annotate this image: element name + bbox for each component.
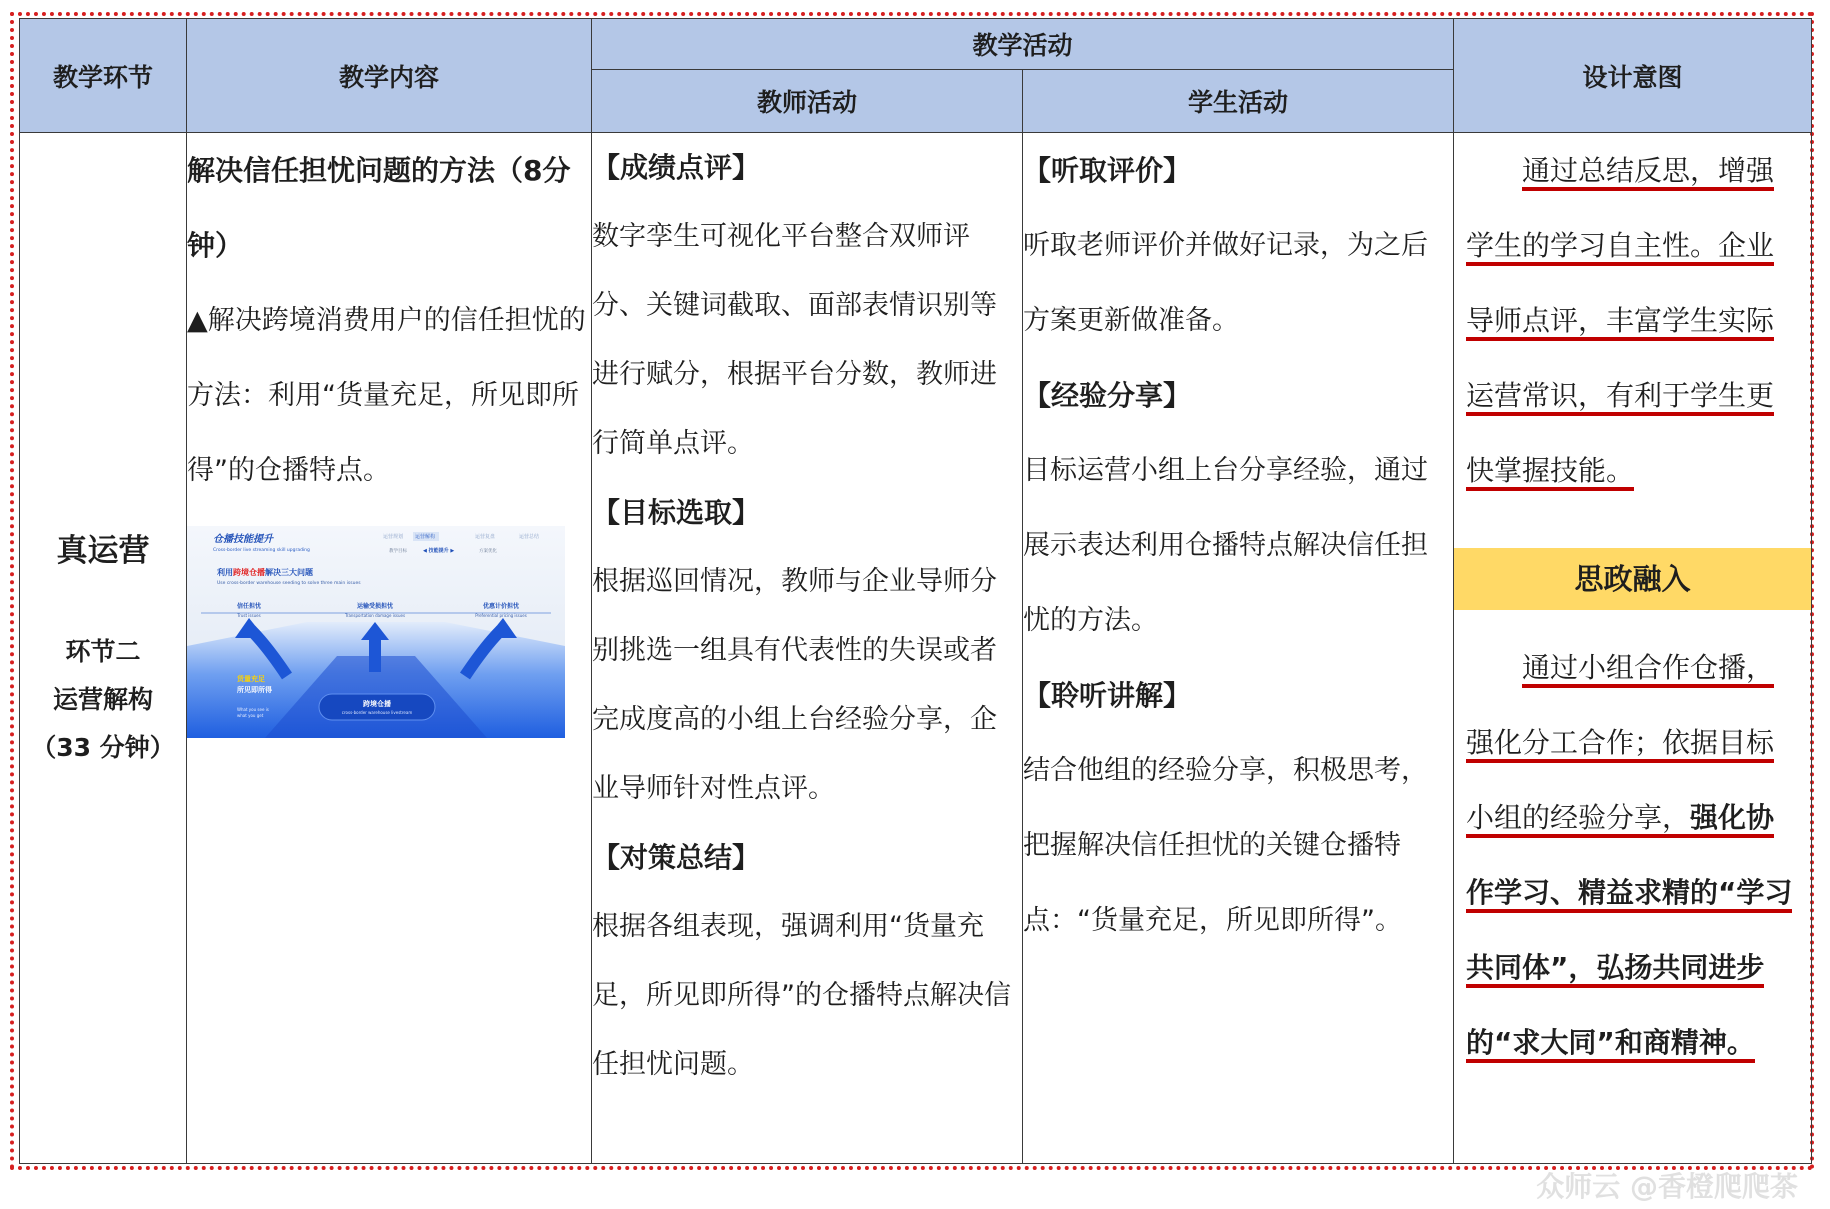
watermark: 众师云 @香橙爬爬茶 (1536, 1170, 1798, 1203)
header-student: 学生活动 (1023, 70, 1454, 133)
teacher-section-3-body: 根据各组表现，强调利用“货量充足，所见即所得”的仓播特点解决信任担忧问题。 (592, 911, 1011, 1080)
intent-paragraph-2-bold: 强化协作学习、精益求精的“学习共同体”，弘扬共同进步的“求大同”和商精神。 (1466, 801, 1792, 1063)
slide-tab-2: 运营解构 (415, 534, 436, 540)
content-title: 解决信任担忧问题的方法（8分钟） (187, 154, 571, 262)
stage-duration: （33 分钟） (31, 732, 175, 762)
slide-issue-1-en: Trust issues (237, 613, 261, 618)
ideology-badge: 思政融入 (1454, 548, 1811, 610)
student-section-3-body: 结合他组的经验分享，积极思考，把握解决信任担忧的关键仓播特点：“货量充足，所见即所得”。 (1023, 755, 1428, 936)
header-content: 教学内容 (187, 19, 592, 133)
teacher-section-3-heading: 【对策总结】 (592, 841, 761, 874)
header-intent: 设计意图 (1454, 19, 1812, 133)
slide-bottom-left-en1: What you see is (237, 707, 269, 712)
student-section-2-heading: 【经验分享】 (1023, 379, 1192, 412)
slide-tab-4: 运营总结 (519, 534, 540, 540)
lesson-plan-table (19, 18, 1812, 1164)
header-activity: 教学活动 (592, 19, 1454, 70)
slide-tab-3: 运营复盘 (475, 534, 496, 540)
slide-issue-1: 信任担忧 (236, 603, 262, 610)
slide-issue-2-en: Transportation damage issues (344, 613, 406, 618)
intent-paragraph-1 (1454, 133, 1811, 508)
design-intent-cell (1454, 133, 1812, 1164)
slide-title: 仓播技能提升 (213, 534, 273, 545)
slide-issue-3-en: Preferential pricing issues (475, 613, 527, 618)
slide-bottom-left-1: 货量充足 (237, 675, 265, 683)
student-section-3-heading: 【聆听讲解】 (1023, 679, 1192, 712)
slide-heading-post: 解决三大问题 (265, 568, 313, 577)
slide-subtitle: Cross-border live streaming skill upgrading (213, 548, 310, 553)
intent-paragraph-2 (1454, 630, 1811, 1080)
stage-step: 环节二 (65, 636, 141, 666)
stage-section: 运营解构 (52, 684, 153, 714)
slide-heading-red: 跨境仓播 (233, 568, 265, 577)
teacher-section-1-body: 数字孪生可视化平台整合双师评分、关键词截取、面部表情识别等进行赋分，根据平台分数，教师进行简单点评。 (592, 221, 997, 459)
stage-name: 真运营 (56, 532, 150, 569)
header-stage: 教学环节 (20, 19, 187, 133)
content-cell (187, 133, 592, 1164)
slide-heading-en: Use cross-border warehouse seeding to solve three main issues (217, 581, 361, 586)
student-section-1-body: 听取老师评价并做好记录，为之后方案更新做准备。 (1023, 230, 1428, 336)
content-body: ▲解决跨境消费用户的信任担忧的方法：利用“货量充足，所见即所得”的仓播特点。 (187, 305, 586, 486)
teacher-section-1-heading: 【成绩点评】 (592, 151, 761, 184)
teacher-section-2-body: 根据巡回情况，教师与企业导师分别挑选一组具有代表性的失误或者完成度高的小组上台经验分享，企业导师针对性点评。 (592, 566, 997, 804)
slide-thumbnail (187, 526, 565, 738)
student-activity-cell (1023, 133, 1454, 1164)
student-section-2-body: 目标运营小组上台分享经验，通过展示表达利用仓播特点解决信任担忧的方法。 (1023, 455, 1428, 636)
teacher-activity-cell (592, 133, 1023, 1164)
slide-bottom-left-en2: what you get (237, 713, 264, 718)
slide-nav-left: 教学目标 (389, 549, 407, 554)
slide-heading (216, 567, 313, 577)
slide-tab-1: 运营规划 (383, 534, 404, 540)
student-section-1-heading: 【听取评价】 (1023, 154, 1192, 187)
slide-nav-mid: ◀ 技能提升 ▶ (423, 548, 455, 554)
slide-arrow-mid (369, 638, 381, 672)
intent-paragraph-1-text: 通过总结反思，增强学生的学习自主性。企业导师点评，丰富学生实际运营常识，有利于学生更快掌握技能。 (1466, 154, 1774, 491)
slide-center-en: cross-border warehouse livestream (341, 710, 413, 715)
teacher-section-2-heading: 【目标选取】 (592, 496, 761, 529)
slide-bottom-left-2: 所见即所得 (237, 686, 272, 694)
slide-center-cn: 跨境仓播 (363, 700, 391, 708)
slide-nav-right: 方案优化 (479, 549, 497, 554)
slide-issue-2: 运输受损担忧 (356, 603, 394, 610)
slide-heading-pre: 利用 (217, 568, 233, 577)
slide-issue-3: 优惠计价担忧 (482, 603, 520, 610)
header-teacher: 教师活动 (592, 70, 1023, 133)
intent-paragraph-2-plain: 通过小组合作仓播，强化分工合作；依据目标小组的经验分享， (1466, 651, 1774, 838)
stage-cell (20, 133, 187, 1164)
